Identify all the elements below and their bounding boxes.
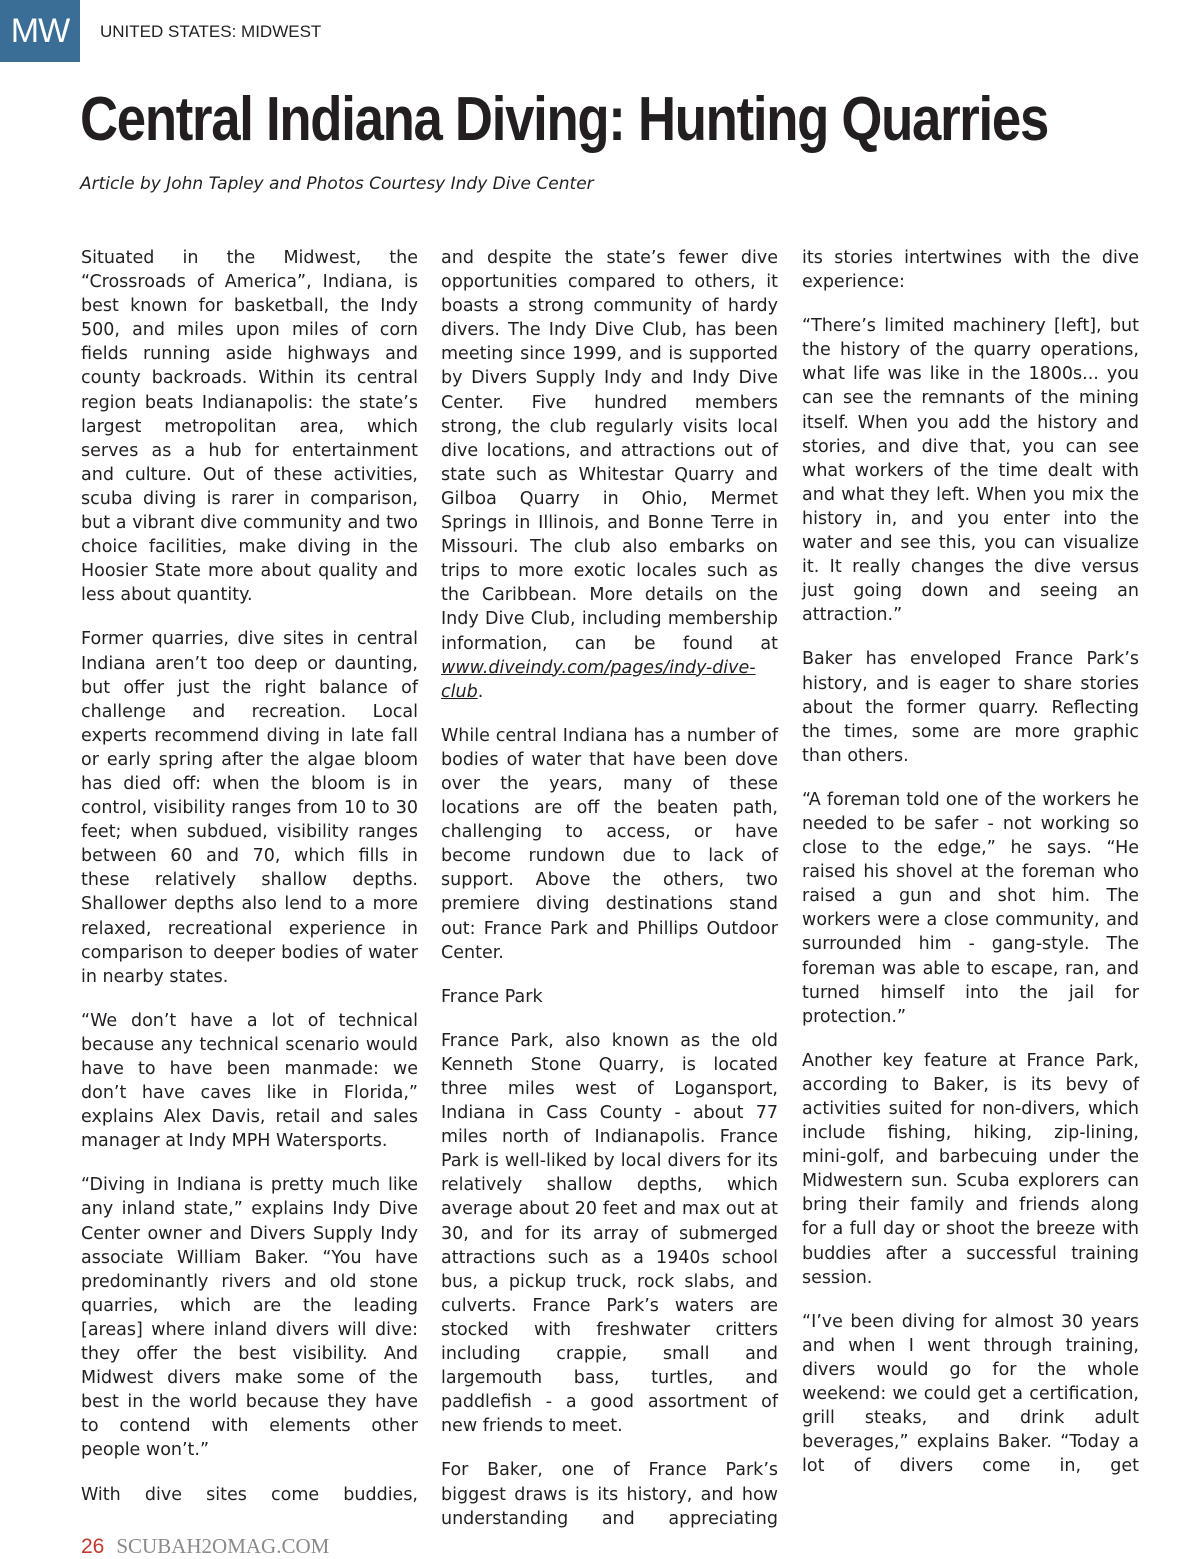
subheading-france-park: France Park: [441, 986, 543, 1007]
paragraph: “I’ve been diving for almost 30 years and when I went through training, divers would go for the whole weekend: we could get a certification, grill steaks, and drink adult beverages,” explains Baker. “Today a lot of divers come in, get: [802, 1311, 1139, 1477]
page-footer: [81, 1534, 329, 1559]
paragraph: [441, 246, 778, 704]
article-title: Central Indiana Diving: Hunting Quarries: [80, 85, 1048, 154]
paragraph: With dive sites come buddies,: [81, 1484, 418, 1505]
paragraph: “There’s limited machinery [left], but the history of the quarry operations, what life was like in the 1800s... you can see the remnants of the mining itself. When you add the history and stories, and dive that, you can see what workers of the time dealt with and what they left. When you mix the history in, and you enter into the water and see this, you can visualize it. It really changes the dive versus just going down and seeing an attraction.”: [802, 316, 1139, 626]
paragraph: While central Indiana has a number of bodies of water that have been dove over the years, many of these locations are off the beaten path, challenging to access, or have become rundown due to lack of support. Above the others, two premiere diving destinations stand out: France Park and Phillips Outdoor Center.: [441, 725, 778, 963]
paragraph: its stories intertwines with the dive experience:: [802, 248, 1139, 293]
page-number: 26: [81, 1535, 105, 1558]
column-1: [81, 246, 418, 1527]
column-3: [802, 246, 1139, 1498]
paragraph: Former quarries, dive sites in central Indiana aren’t too deep or daunting, but offer just the right balance of challenge and recreation. Local experts recommend diving in late fall or early spring after the algae bloom has died off: when the bloom is in control, visibility ranges from 10 to 30 feet; when subdued, visibility ranges between 60 and 70, which fills in these relatively shallow depths. Shallower depths also lend to a more relaxed, recreational experience in comparison to deeper bodies of water in nearby states.: [81, 629, 418, 987]
paragraph: “A foreman told one of the workers he needed to be safer - not working so close to the edge,” he says. “He raised his shovel at the foreman who raised a gun and shot him. The workers were a close community, and surrounded him - gang-style. The foreman was able to escape, ran, and turned himself into the jail for protection.”: [802, 789, 1139, 1027]
paragraph: “Diving in Indiana is pretty much like any inland state,” explains Indy Dive Center owner and Divers Supply Indy associate William Baker. “You have predominantly rivers and old stone quarries, which are the leading [areas] where inland divers will dive: they offer the best visibility. And Midwest divers make some of the best in the world because they have to contend with elements other people won’t.”: [81, 1175, 418, 1461]
paragraph: Another key feature at France Park, according to Baker, is its bevy of activities suited for non-divers, which include fishing, hiking, zip-lining, mini-golf, and barbecuing under the Midwestern sun. Scuba explorers can bring their family and friends along for a full day or shoot the breeze with buddies after a successful training session.: [802, 1050, 1139, 1288]
paragraph: France Park, also known as the old Kenneth Stone Quarry, is located three miles west of Logansport, Indiana in Cass County - about 77 miles north of Indianapolis. France Park is well-liked by local divers for its relatively shallow depths, which average about 20 feet and max out at 30, and for its array of submerged attractions such as a 1940s school bus, a pickup truck, rock slabs, and culverts. France Park’s waters are stocked with freshwater critters including crappie, small and largemouth bass, turtles, and paddlefish - a good assortment of new friends to meet.: [441, 1030, 778, 1437]
dive-club-link[interactable]: www.diveindy.com/pages/indy-dive-club: [441, 657, 756, 702]
column-2: [441, 246, 778, 1551]
paragraph: Situated in the Midwest, the “Crossroads of America”, Indiana, is best known for basketball, the Indy 500, and miles upon miles of corn fields running aside highways and county backroads. Within its central region beats Indianapolis: the state’s largest metropolitan area, which serves as a hub for entertainment and culture. Out of these activities, scuba diving is rarer in comparison, but a vibrant dive community and two choice facilities, make diving in the Hoosier State more about quality and less about quantity.: [81, 248, 418, 606]
article-byline: Article by John Tapley and Photos Courtesy Indy Dive Center: [80, 174, 594, 194]
paragraph-end: .: [477, 681, 484, 702]
paragraph-text: and despite the state’s fewer dive opportunities compared to others, it boasts a strong community of hardy divers. The Indy Dive Club, has been meeting since 1999, and is supported by Divers Supply Indy and Indy Dive Center. Five hundred members strong, the club regularly visits local dive locations, and attractions out of state such as Whitestar Quarry and Gilboa Quarry in Ohio, Mermet Springs in Illinois, and Bonne Terre in Missouri. The club also embarks on trips to more exotic locales such as the Caribbean. More details on the Indy Dive Club, including membership information, can be found at: [441, 248, 778, 654]
paragraph: “We don’t have a lot of technical because any technical scenario would have to have been manmade: we don’t have caves like in Florida,” explains Alex Davis, retail and sales manager at Indy MPH Watersports.: [81, 1010, 418, 1152]
section-label: UNITED STATES: MIDWEST: [100, 22, 322, 41]
paragraph: Baker has enveloped France Park’s history, and is eager to share stories about the former quarry. Reflecting the times, some are more graphic than others.: [802, 649, 1139, 766]
section-badge: MW: [0, 0, 80, 62]
paragraph: For Baker, one of France Park’s biggest draws is its history, and how understanding and appreciating: [441, 1460, 778, 1529]
site-name[interactable]: SCUBAH2OMAG.COM: [116, 1534, 330, 1558]
